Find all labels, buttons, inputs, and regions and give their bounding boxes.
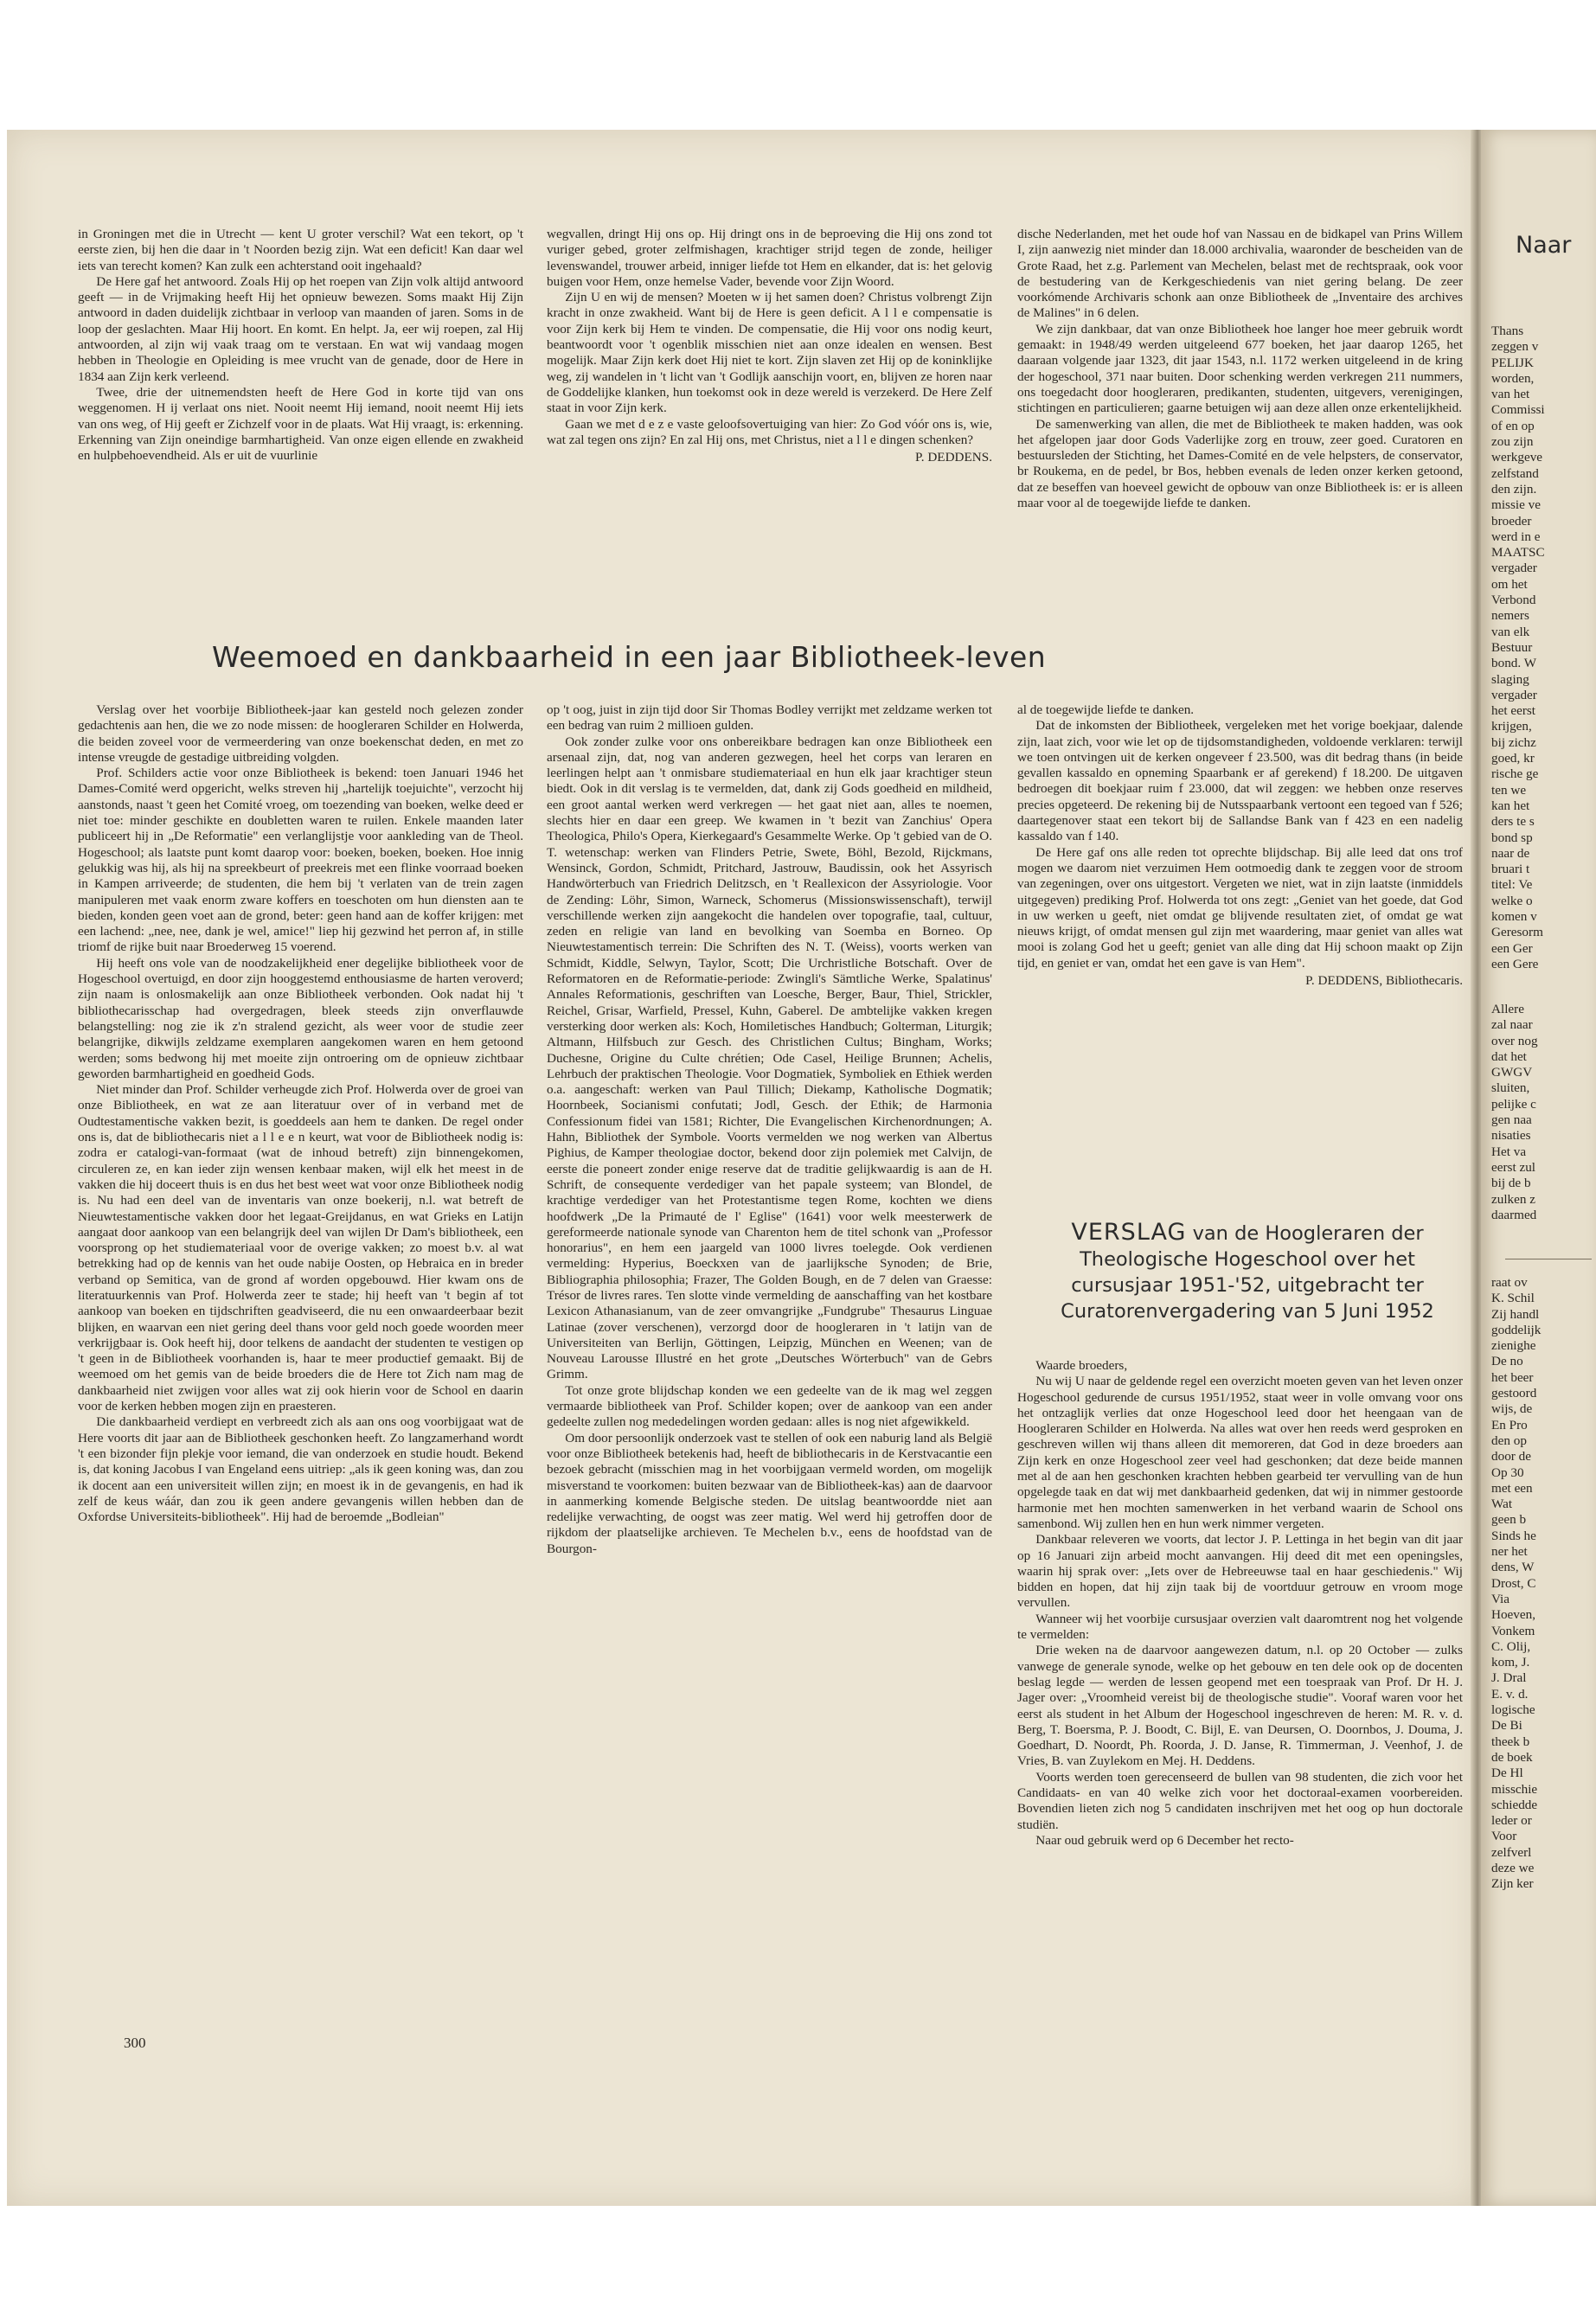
paragraph: Voorts werden toen gerecenseerd de bullen van 98 studenten, die zich voor het Candidaats- en van 40 welke zich voor het doctoraal-examen voorbereiden. Bovendien lieten zich nog 5 candidaten inschrijven met het oog op hun doctorale studiën. bbox=[1017, 1769, 1463, 1832]
top-column-1 bbox=[78, 227, 523, 464]
paragraph: Hij heeft ons vole van de noodzakelijkheid ener degelijke bibliotheek voor de Hogeschool overtuigd, en door zijn hooggestemd enthousiasme de harten veroverd; zijn naam is onlosmakelijk aan onze Bibliotheek verbonden. Ook nadat hij 't bibliothecarisschap had overgedragen, bleek steeds zijn onverflauwde belangstelling: nog zie ik z'n stralend gezicht, als weer voor de studie zeer belangrijke, dikwijls zeldzame exemplaren aangekomen waren en hem getoond werden; soms bedwong hij met moeite zijn ontroering om de opnieuw zichtbaar geworden barmhartigheid en goedheid Gods. bbox=[78, 955, 523, 1081]
paragraph: Om door persoonlijk onderzoek vast te stellen of ook een naburig land als België voor onze Bibliotheek betekenis had, heeft de bibliothecaris in de Kerstvacantie een bezoek gebracht (misschien mag in het voorbijgaan vermeld worden, om mogelijk misverstand te voorkomen: buiten bezwaar van de Bibliotheek-kas) aan de daarvoor in aanmerking komende Belgische steden. De uitslag beantwoordde niet aan redelijke verwachting, de oogst was zeer matig. Wel werd hij getroffen door de rijkdom der plaatselijke archieven. Te Mechelen b.v., eens de hoofdstad van de Bourgon- bbox=[547, 1430, 992, 1556]
paragraph: op 't oog, juist in zijn tijd door Sir Thomas Bodley verrijkt met zeldzame werken tot een bedrag van ruim 2 millioen gulden. bbox=[547, 702, 992, 734]
next-page-fragment: raat ov K. Schil Zij handl goddelijk zienighe De no het beer gestoord wijs, de En Pro den op door de Op 30 met een Wat geen b Sinds he ner het dens, W Drost, C Via Hoeven, Vonkem C. Olij, kom, J. J. Dral E. v. d. logische De Bi theek b de boek De Hl misschie schiedde leder or Voor zelfverl deze we Zijn ker bbox=[1491, 1275, 1542, 1892]
signature: P. DEDDENS, Bibliothecaris. bbox=[1305, 973, 1463, 989]
paragraph: De Here gaf ons alle reden tot oprechte blijdschap. Bij alle leed dat ons trof mogen we daarom niet verzuimen Hem ootmoedig dank te zeggen voor de stroom van zegeningen, over ons uitgestort. Vergeten we niet, wat in zijn laatste (inmiddels uitgegeven) prediking Prof. Holwerda tot ons zegt: „Geniet van het goede, dat God in uw werken u geeft, niet omdat ge blijvende resultaten ziet, of omdat ge wat nieuws krijgt, of omdat mensen gul zijn met waardering, maar geniet van alles wat mooi is zolang God het u geeft; geniet van alle ding dat Hij schoon maakt op Zijn tijd, en geniet er van, omdat het een gave is van Hem". bbox=[1017, 844, 1463, 971]
salutation: Waarde broeders, bbox=[1035, 1358, 1128, 1373]
paragraph: Twee, drie der uitnemendsten heeft de Here God in korte tijd van ons weggenomen. H ij verlaat ons niet. Nooit neemt Hij iemand, nooit neemt Hij iets van ons weg, of Hij geeft er Zichzelf voor in de plaats. Wat Hij vraagt, is: erkenning. Erkenning van Zijn oneindige barmhartigheid. Van onze eigen ellende en zwakheid en hulpbehoevendheid. Als er uit de vuurlinie bbox=[78, 384, 523, 464]
paragraph: Zijn U en wij de mensen? Moeten w ij het samen doen? Christus volbrengt Zijn kracht in onze zwakheid. Want bij de Here is geen deficit. A l l e compensatie is voor Zijn kerk bij Hem te vinden. De compensatie, die Hij voor ons nodig keurt, beantwoordt voor 't ogenblik misschien niet aan onze idealen en wensen. Best mogelijk. Maar Zijn kerk doet Hij niet te kort. Zijn slaven zet Hij op de koninklijke weg, zij wandelen in 't licht van 't Godlijk aanschijn voort, en, blijven ze horen naar de Goddelijke klanken, hun toekomst ook in deze wereld is verzekerd. De Here Zelf staat in voor Zijn kerk. bbox=[547, 290, 992, 416]
article-headline: Weemoed en dankbaarheid in een jaar Bibliotheek-leven bbox=[212, 640, 1047, 674]
paragraph: wegvallen, dringt Hij ons op. Hij dringt ons in de beproeving die Hij ons zond tot vuriger gebed, groter zelfmishagen, krachtiger strijd tegen de zonde, heiliger levenswandel, trouwer arbeid, inniger liefde tot Hem en elkander, dat is: het gelovig buigen voor Hem, onze hemelse Vader, bevende voor Zijn Woord. bbox=[547, 227, 992, 289]
paragraph: al de toegewijde liefde te danken. bbox=[1017, 702, 1195, 717]
paragraph: Nu wij U naar de geldende regel een overzicht moeten geven van het leven onzer Hogeschool gedurende de cursus 1951/1952, staat weer in volle omvang voor ons het ontzaglijk verlies dat onze Hogeschool leed door het heengaan van de Hoogleraren Schilder en Holwerda. Na alles wat over hen reeds werd gesproken en geschreven willen wij thans alleen dit memoreren, dat God in deze broeders aan Zijn kerk en onze Hogeschool zeer veel had geschonken; dat deze beide mannen met al de aan hen geschonken krachten hebben gearbeid ter vervulling van de hun opgelegde taak en dat wij met dankbaarheid gedenken, dat wij in nimmer gestoorde harmonie met hen mochten samenwerken in het verband waarin de School ons samenbond. Wij zullen hen en hun werk nimmer vergeten. bbox=[1017, 1374, 1463, 1531]
paragraph: Die dankbaarheid verdiept en verbreedt zich als aan ons oog voorbijgaat wat de Here voorts dit jaar aan de Bibliotheek geschonken heeft. Zo langzamerhand wordt 't een bizonder fijn plekje voor iemand, die van onderzoek en studie houdt. Bekend is, dat koning Jacobus I van Engeland eens uitriep: „als ik geen koning was, dan zou ik docent aan een universiteit willen zijn; en moest ik in de gevangenis, en had ik zelf de keus wáár, dan zou ik geen andere gevangenis willen hebben dan de Oxfordse Universiteits-bibliotheek". Hij had de beroemde „Bodleian" bbox=[78, 1414, 523, 1525]
paragraph: dische Nederlanden, met het oude hof van Nassau en de bidkapel van Prins Willem I, zijn aanwezig niet minder dan 18.000 archivalia, waaronder de bescheiden van de Grote Raad, het z.g. Parlement van Mechelen, belast met de rechtspraak, ook voor de bestudering van de Kerkgeschiedenis van niet gering belang. De zeer voorkómende Archivaris schonk aan onze Bibliotheek de „Inventaire des archives de Malines" in 6 delen. bbox=[1017, 227, 1463, 321]
next-page-heading: Naar bbox=[1516, 232, 1572, 259]
top-column-2 bbox=[547, 227, 992, 465]
paragraph: De samenwerking van allen, die met de Bibliotheek te maken hadden, was ook het afgelopen jaar door Gods Vaderlijke zorg en trouw, zeer goed. Curatoren en bestuursleden der Stichting, het Dames-Comité en de vele helpsters, de conservator, br Roukema, en de pedel, br Bos, hebben evenals de leden onzer kerken getoond, dat ze beseffen van hoeveel gewicht de opbouw van onze Bibliotheek is: er is alleen maar voor al de toegewijde liefde te danken. bbox=[1017, 416, 1463, 511]
paragraph: Niet minder dan Prof. Schilder verheugde zich Prof. Holwerda over de groei van onze Bibliotheek, en wat ze aan literatuur over of in verband met de Oudtestamentische vakken bezit, is goeddeels aan hem te danken. De regel onder ons is, dat de bibliothecaris niet a l l e e n keurt, wat voor de Bibliotheek nodig is: zodra er catalogi-van-formaat (wat de inhoud betreft) zijn binnengekomen, circuleren ze, en kan ieder zijn wensen kenbaar maken, wijl elk het meest in de vakken die hij doceert thuis is en dus het best weet wat voor onze Bibliotheek nodig is. Nu had een deel van de inventaris van onze boekerij, n.l. wat betreft de Nieuwtestamentische vakken door het legaat-Greijdanus, en wat Grieks en Latijn aangaat door aankoop van een belangrijk deel van wijlen Dr Dam's bibliotheek, een voorsprong op het studiemateriaal voor de overige vakken; zo moest b.v. al wat betrekking had op de kennis van het oude nabije Oosten, op Hebraica en in breder verband op Semitica, van de grond af worden opgebouwd. Hier kwam ons de literatuurkennis van Prof. Holwerda zeer te stade; hij heeft van 't begin af tot aankoop van boeken en tijdschriften geadviseerd, die nu een onwaardeerbaar bezit blijken, en waarvan een niet gering deel thans voor geld noch goede woorden meer verkrijgbaar is. Ook heeft hij, door telkens de aandacht der studenten te vestigen op 't geen in de Bibliotheek voorhanden is, haar te meer productief gemaakt. Bij de weemoed om het gemis van de beide broeders die de Here tot Zich nam mag de dankbaarheid niet zwijgen voor alles wat zij ook hierin voor de School en daarin voor de kerken hebben mogen zijn en praesteren. bbox=[78, 1082, 523, 1414]
next-page-fragment: Allere zal naar over nog dat het GWGV sluiten, pelijke c gen naa nisaties Het va eerst zul bij de b zulken z daarmed bbox=[1491, 1002, 1538, 1222]
paragraph: Drie weken na de daarvoor aangewezen datum, n.l. op 20 October — zulks vanwege de generale synode, welke op het gebouw en ten dele ook op de docenten beslag legde — werden de lessen geopend met een toespraak van Prof. Dr H. J. Jager over: „Vroomheid vereist bij de theologische studie". Vooraf waren voor het eerst als student in het Album der Hogeschool ingeschreven de heren: M. R. v. d. Berg, T. Boersma, P. J. Boodt, C. Bijl, E. van Deursen, O. Doornbos, J. Douma, J. Goedhart, D. Noordt, Ph. Roorda, J. D. Janse, R. Timmerman, J. Veenhof, J. de Vries, B. van Zuylekom en Mej. H. Deddens. bbox=[1017, 1643, 1463, 1769]
paragraph: in Groningen met die in Utrecht — kent U groter verschil? Wat een tekort, op 't eerste zien, bij hen die daar in 't Noorden bezig zijn. Wat een deficit! Kan daar wel iets van terecht komen? Kan zulk een achterstand ooit ingehaald? bbox=[78, 227, 523, 273]
verslag-title-lead: VERSLAG bbox=[1071, 1219, 1187, 1246]
paragraph: Wanneer wij het voorbije cursusjaar overzien valt daaromtrent nog het volgende te vermelden: bbox=[1017, 1611, 1463, 1643]
page-number: 300 bbox=[124, 2035, 146, 2051]
paragraph: Ook zonder zulke voor ons onbereikbare bedragen kan onze Bibliotheek een arsenaal zijn, dat, nog van anderen gezwegen, heel het corps van leraren en leerlingen helpt aan 't onmisbare studiemateriaal en hun elk jaar krachtiger steun biedt. Ook in dit verslag is te vermelden, dat, dank zij Gods goedheid en mildheid, een groot aantal werken werd verkregen — het gaat niet aan, alles te noemen, slechts hier en daar een greep. We kwamen in 't bezit van Zanchius' Opera Theologica, Philo's Opera, Kierkegaard's Gesammelte Werke. Op 't gebied van de O. T. wetenschap: werken van Flinders Petrie, Swete, Böhl, Bezold, Rijckmans, Wensinck, Gordon, Schmidt, Pritchard, Jastrouw, Baudissin, ook het Assyrisch Handwörterbuch van Friedrich Delitzsch, en 't Reallexicon der Assyriologie. Voor de Zending: Löhr, Simon, Warneck, Schomerus (Missionswissenschaft), terwijl verschillende werken zijn aangekocht die handelen over topografie, taal, cultuur, zeden en religie van land en bevolking van Soemba en Borneo. Op Nieuwtestamentisch terrein: Die Schriften des N. T. (Weiss), voorts werken van Schmidt, Kiddle, Selwyn, Taylor, Scott; Die Urchristliche Botschaft. Over de Reformatoren en de Reformatie-periode: Zwingli's Sämtliche Werke, Spalatinus' Annales Reformationis, geschriften van Loesche, Berger, Baur, Thiel, Strickler, Reichel, Grisar, Warfield, Pressel, Kuhn, Gaberel. De ambtelijke vakken kregen versterking door werken als: Koch, Homiletisches Handbuch; Golterman, Liturgik; Altmann, Hilfsbuch zur Gesch. des Christlichen Cultus; Bingham, Works; Duchesne, Origine du Culte chrétien; Ode Casel, Heilige Brunnen; Achelis, Lehrbuch der praktischen Theologie. Voor Dogmatiek, Symboliek en Ethiek werden o.a. aangeschaft: werken van Paul Tillich; Diekamp, Katholische Dogmatik; Hoornbeek, Socianismi confutati; Jodl, Gesch. der Ethik; de Harmonia Confessionum fidei van 1581; Richter, Die Evangelischen Kirchenordnungen; A. Hahn, Bibliothek der Symbole. Voorts vermelden we nog werken van Albertus Pighius, de Kamper theologiae doctor, bekend door zijn polemiek met Calvijn, de eerste die poneert zonder enige reserve dat de traditie gelijkwaardig is aan de H. Schrift, de consequente verdediger van het papale systeem; van Blondel, de krachtige verdediger van het Protestantisme tegen Rome, kochten we diens hoofdwerk „De la Primauté de l' Eglise" (1641) voor welk meesterwerk de gereformeerde nationale synode van Charenton hem de titel schonk van „Professor honorarius", en hem een jaargeld van 1000 livres toelegde. Ook verdienen vermelding: Hyperius, Boeckxen van de jaarlijksche Synoden; de Brie, Bibliographia philosophia; Frazer, The Golden Bough, en de 7 delen van Graesse: Trésor de livres rares. Ten slotte vinde vermelding de aanschaffing van het kostbare Lexicon Athanasianum, van de zeer omvangrijke „Fundgrube" Thesaurus Linguae Latinae (zover verschenen), verzorgd door de hoogleraren in 't latijn van de Universiteiten van Berlijn, Göttingen, Leipzig, München en Weenen; van de Nouveau Larousse Illustré en het grote „Deutsches Wörterbuch" van de Gebrs Grimm. bbox=[547, 734, 992, 1382]
top-column-3 bbox=[1017, 227, 1463, 511]
paragraph: Dat de inkomsten der Bibliotheek, vergeleken met het vorige boekjaar, dalende zijn, laat zich, voor wie let op de tijdsomstandigheden, voldoende verklaren: terwijl we toen ontvingen uit de kerken ongeveer f 23.500, was dit bedrag thans (in beide gevallen kassaldo en opneming Spaarbank er af gerekend) f 18.200. De uitgaven bedroegen dit boekjaar ruim f 23.000, dat wil zeggen: we hebben onze reserves precies opgeteerd. De rekening bij de Nutsspaarbank vertoont een tegoed van f 526; daartegenover staat een tekort bij de Sallandse Bank van f 423 en een nadelig kassaldo van f 140. bbox=[1017, 718, 1463, 844]
paragraph: Tot onze grote blijdschap konden we een gedeelte van de ik mag wel zeggen vermaarde bibliotheek van Prof. Schilder kopen; over de aankoop van een ander gedeelte zullen nog mededelingen worden gedaan: alles is nog niet afgewikkeld. bbox=[547, 1382, 992, 1430]
article-column-3 bbox=[1017, 702, 1463, 989]
article-column-2 bbox=[547, 702, 992, 1557]
verslag-title-rest: van de Hoogleraren der Theologische Hogeschool over het cursusjaar 1951-'52, uitgebracht ter Curatorenvergadering van 5 Juni 1952 bbox=[1061, 1222, 1434, 1323]
verslag-column bbox=[1017, 1358, 1463, 1849]
paragraph: Dankbaar releveren we voorts, dat lector J. P. Lettinga in het begin van dit jaar op 16 Januari zijn arbeid mocht aanvangen. Hij deed dit met een openingsles, waarin hij sprak over: „Iets over de Hebreeuwse taal en haar geschiedenis." Wij bidden en hopen, dat hij zijn taak bij de voortduur getrouw en vroom moge vervullen. bbox=[1017, 1532, 1463, 1611]
paragraph: De Here gaf het antwoord. Zoals Hij op het roepen van Zijn volk altijd antwoord geeft — in de Vrijmaking heeft Hij het opnieuw bewezen. Soms maakt Hij Zijn antwoord in daden duidelijk zichtbaar in verloop van maanden of jaren. Soms in de loop der geslachten. Maar Hij hoort. En komt. En helpt. Ja, eer wij roepen, zal Hij antwoorden, al zijn wij vaak traag om te verstaan. En wat wij vandaag mogen hebben in Theologie en Opleiding is mee vrucht van de genade, door de Here in 1834 aan Zijn kerk verleend. bbox=[78, 273, 523, 384]
paragraph: Gaan we met d e z e vaste geloofsovertuiging van hier: Zo God vóór ons is, wie, wat zal tegen ons zijn? En zal Hij ons, met Christus, niet a l l e dingen schenken? bbox=[547, 416, 992, 447]
paragraph: Verslag over het voorbije Bibliotheek-jaar kan gesteld noch gelezen zonder gedachtenis aan hen, die we zo node missen: de hoogleraren Schilder en Holwerda, die beiden zoveel voor de vermeerdering van onze boekenschat deden, en met zo intense vreugde de gestadige uitbreiding volgden. bbox=[78, 702, 523, 765]
article-column-1 bbox=[78, 702, 523, 1525]
next-page-fragment: Thans zeggen v PELIJK worden, van het Commissi of en op zou zijn werkgeve zelfstand den zijn. missie ve broeder werd in e MAATSC vergader om het Verbond nemers van elk Bestuur bond. W slaging vergader het eerst krijgen, bij zichz goed, kr rische ge ten we kan het ders te s bond sp naar de bruari t titel: Ve welke o komen v Geresorm een Ger een Gere bbox=[1491, 324, 1545, 971]
paragraph: Prof. Schilders actie voor onze Bibliotheek is bekend: toen Januari 1946 het Dames-Comité werd opgericht, welks streven hij „hartelijk toejuichte", verzocht hij aanstonds, naast 't geen het Comité vroeg, om toezending van boeken, welke deed er niet toe: minder geschikte en doubletten waren te ruilen. Enkele maanden later publiceert hij in „De Reformatie" een verlanglijstje voor aankleding van de Theol. Hogeschool; als laatste punt komt daarop voor: boeken, boeken, boeken. Hoe innig gelukkig was hij, als hij na spreekbeurt of preekreis met een flinke voorraad boeken in Kampen arriveerde; de studenten, die hem bij 't verlaten van de trein zagen manipuleren met vaak enorm zware koffers en toeschoten om hun diensten aan te bieden, konden geen voet aan de grond, beter: geen hand aan de koffer krijgen: met een lachend: „nee, nee, dank je wel, amice!" liep hij gezwind het perron af, in stille triomf de rijke buit naar Broederweg 15 voerend. bbox=[78, 766, 523, 955]
paragraph: We zijn dankbaar, dat van onze Bibliotheek hoe langer hoe meer gebruik wordt gemaakt: in 1948/49 werden uitgeleend 677 boeken, het jaar daarop 1265, het daaraan volgende jaar 1323, dit jaar 1543, n.l. 1172 werken uitgeleend in de kring der hogeschool, 371 naar buiten. Door schenking werden verkregen 211 nummers, ons toegedacht door hoogleraren, predikanten, studenten, uitgevers, verenigingen, stichtingen en particulieren; gaarne betuigen wij aan deze allen onze erkentelijkheid. bbox=[1017, 321, 1463, 416]
paragraph: Naar oud gebruik werd op 6 December het recto- bbox=[1035, 1832, 1294, 1848]
verslag-headline bbox=[1031, 1220, 1464, 1324]
signature: P. DEDDENS. bbox=[914, 450, 992, 465]
